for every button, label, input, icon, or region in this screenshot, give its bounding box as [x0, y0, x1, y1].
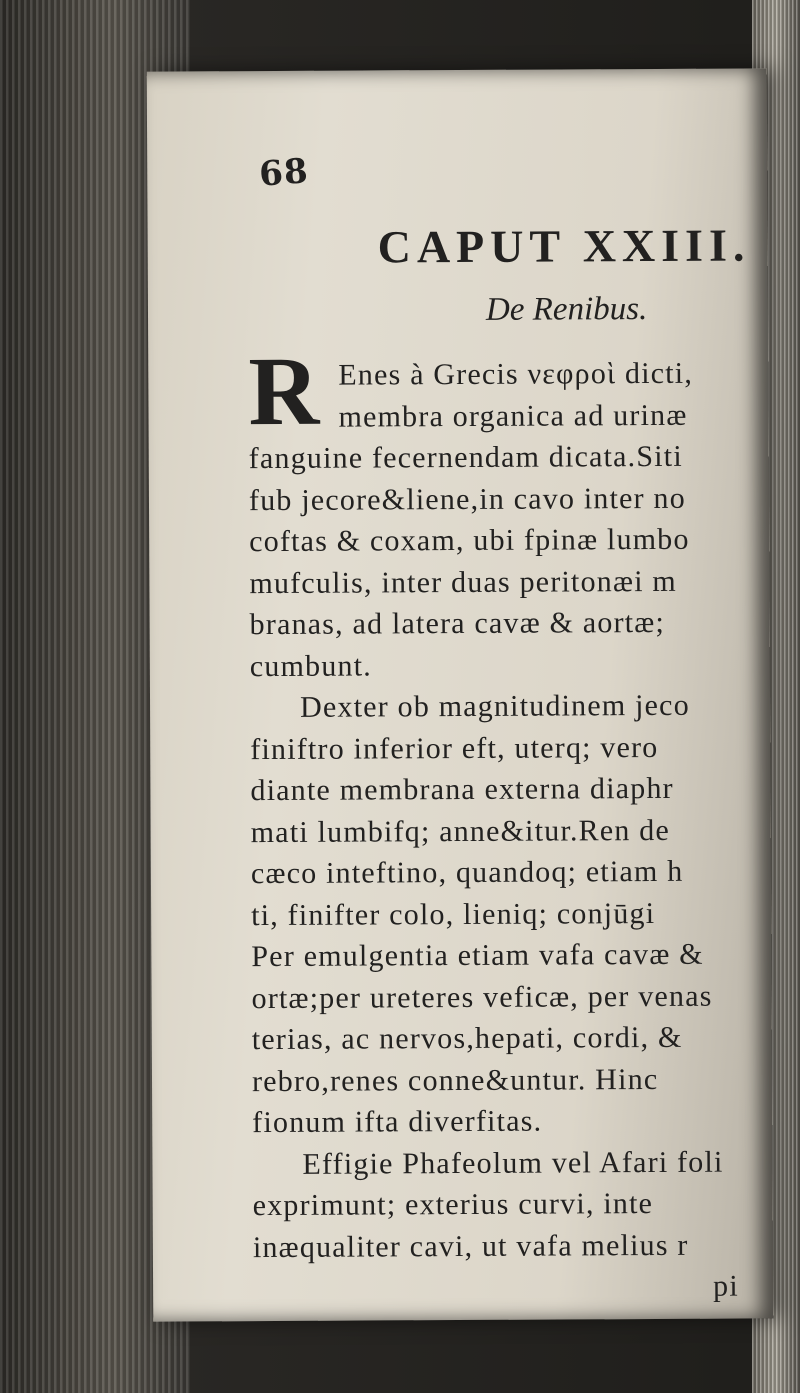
text-line: fanguine fecernendam dicata.Siti: [248, 439, 683, 476]
text-line: membra organica ad urinæ: [338, 398, 688, 434]
text-line: Per emulgentia etiam vafa cavæ &: [251, 937, 704, 974]
text-line: coftas & coxam, ubi fpinæ lumbo: [249, 522, 690, 559]
text-line: fionum ifta diverfitas.: [252, 1104, 543, 1140]
text-line: diante membrana externa diaphr: [250, 771, 674, 808]
text-line: Effigie Phafeolum vel Afari foli: [302, 1145, 724, 1181]
text-line: mufculis, inter duas peritonæi m: [249, 564, 678, 600]
text-line: Enes à Grecis νεφροὶ dicti,: [338, 356, 694, 392]
text-line: rebro,renes conne&untur. Hinc: [251, 1062, 659, 1098]
text-line: cumbunt.: [249, 648, 373, 683]
text-line: Dexter ob magnitudinem jeco: [299, 688, 690, 724]
text-line: ti, finifter colo, lieniq; conjūgi: [251, 896, 656, 932]
text-line: cæco inteftino, quandoq; etiam h: [250, 854, 684, 891]
page-number: 68: [257, 151, 311, 195]
text-line: terias, ac nervos,hepati, cordi, &: [251, 1020, 683, 1057]
chapter-subtitle: De Renibus.: [485, 291, 648, 328]
text-line: fub jecore&liene,in cavo inter no: [248, 481, 687, 517]
text-line: branas, ad latera cavæ & aortæ;: [249, 605, 666, 642]
text-line: finiftro inferior eft, uterq; vero: [250, 730, 659, 766]
chapter-title: CAPUT XXIII.: [377, 219, 751, 273]
text-line: exprimunt; exterius curvi, inte: [252, 1186, 654, 1223]
page-text: [147, 68, 767, 1303]
text-line: ortæ;per ureteres veficæ, per venas: [251, 979, 713, 1015]
text-line: mati lumbifq; anne&itur.Ren de: [250, 813, 671, 849]
text-line: inæqualiter cavi, ut vafa melius r: [252, 1228, 689, 1264]
book-page: [147, 68, 774, 1321]
text-line: pi: [713, 1269, 739, 1303]
drop-cap: R: [248, 337, 320, 447]
